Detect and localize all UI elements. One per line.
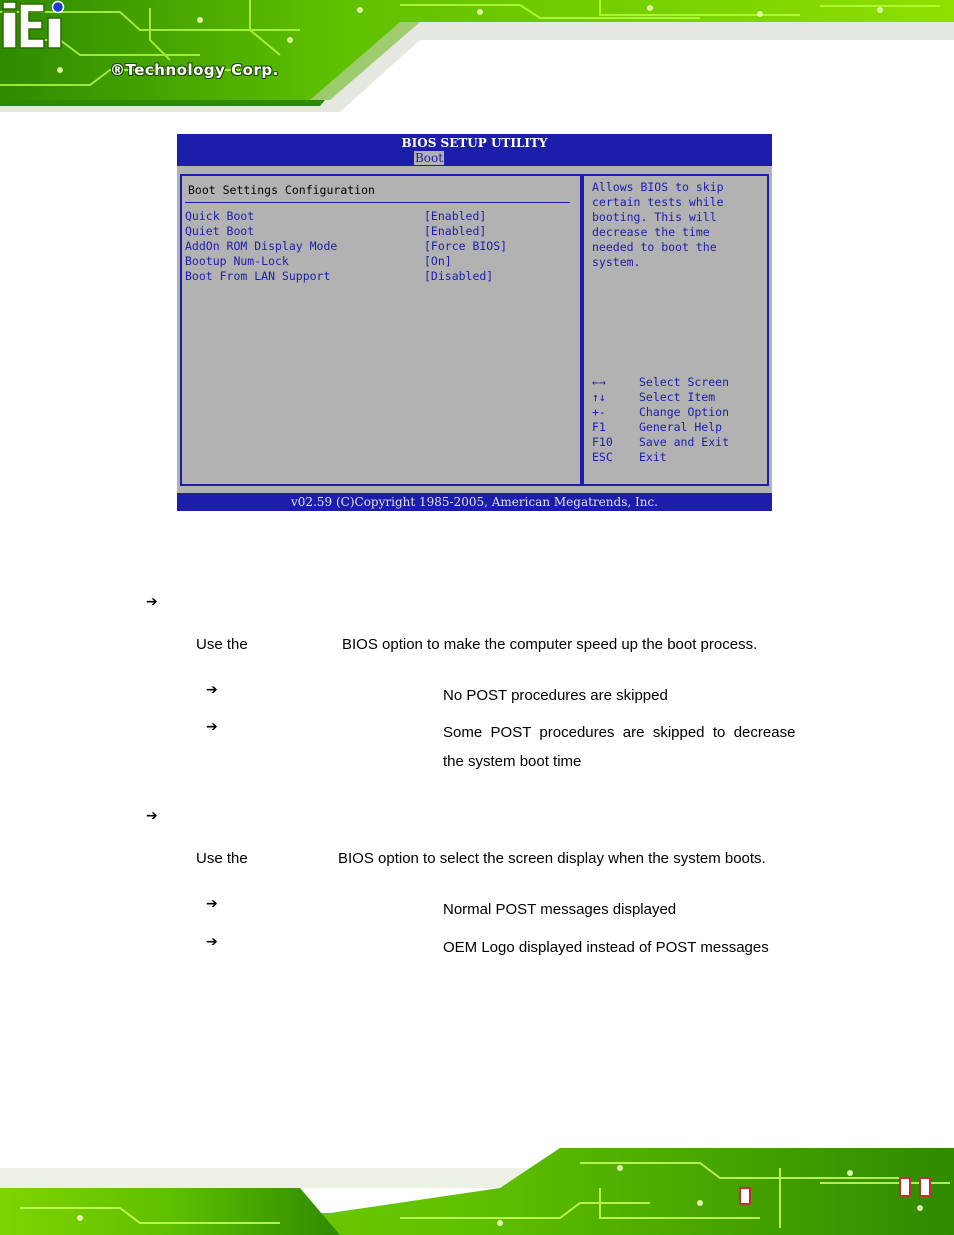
- bios-key-description: Exit: [639, 450, 667, 464]
- bios-option-value[interactable]: [Enabled]: [424, 209, 487, 223]
- bios-option-label: AddOn ROM Display Mode: [185, 239, 338, 253]
- bios-key-description: Select Item: [639, 390, 716, 404]
- circuit-board-header-graphic: [0, 0, 954, 112]
- paragraph-1-lead: Use the: [196, 636, 248, 653]
- bios-key: ←→: [592, 375, 606, 389]
- option-3-description: Normal POST messages displayed: [443, 901, 677, 918]
- paragraph-2-lead: Use the: [196, 850, 248, 867]
- bios-option-boot-from-lan-support[interactable]: [185, 269, 570, 284]
- page-footer-banner: [0, 1128, 954, 1235]
- bios-option-quiet-boot[interactable]: [185, 224, 570, 239]
- option-2-description-line-1: Some POST procedures are skipped to decrease: [443, 724, 796, 741]
- bios-option-label: Bootup Num-Lock: [185, 254, 289, 268]
- circuit-board-footer-graphic: [0, 1128, 954, 1235]
- bios-option-label: Quiet Boot: [185, 224, 255, 238]
- bios-divider: [185, 202, 570, 203]
- bios-key: ESC: [592, 450, 613, 464]
- bios-key-description: Save and Exit: [639, 435, 730, 449]
- option-4-description: OEM Logo displayed instead of POST messages: [443, 939, 769, 956]
- bios-section-title: Boot Settings Configuration: [188, 183, 375, 197]
- bios-option-value[interactable]: [Force BIOS]: [424, 239, 508, 253]
- company-name: ®Technology Corp.: [110, 61, 279, 79]
- option-2-description-line-2: the system boot time: [443, 753, 582, 770]
- bios-option-quick-boot[interactable]: [185, 209, 570, 224]
- paragraph-1-text: BIOS option to make the computer speed up the boot process.: [342, 636, 758, 653]
- bios-option-value[interactable]: [Enabled]: [424, 224, 487, 238]
- arrow-bullet-icon: ➔: [146, 594, 158, 610]
- bios-option-value[interactable]: [On]: [424, 254, 452, 268]
- bios-screenshot: [177, 134, 772, 511]
- bios-key-description: Select Screen: [639, 375, 730, 389]
- bios-key: ↑↓: [592, 390, 606, 404]
- page-header-banner: [0, 0, 954, 112]
- bios-option-addon-rom-display-mode[interactable]: [185, 239, 570, 254]
- arrow-bullet-icon: ➔: [206, 896, 218, 912]
- bios-help-text: Allows BIOS to skip certain tests while booting. This will decrease the time needed to boot the system.: [592, 180, 724, 269]
- bios-tab-boot[interactable]: Boot: [414, 151, 444, 165]
- bios-key-description: Change Option: [639, 405, 730, 419]
- bios-key: F1: [592, 420, 606, 434]
- bios-copyright-bar: v02.59 (C)Copyright 1985-2005, American Megatrends, Inc.: [177, 493, 772, 511]
- bios-option-label: Boot From LAN Support: [185, 269, 331, 283]
- paragraph-2-text: BIOS option to select the screen display when the system boots.: [338, 850, 766, 867]
- bios-key: F10: [592, 435, 613, 449]
- option-1-description: No POST procedures are skipped: [443, 687, 668, 704]
- arrow-bullet-icon: ➔: [146, 808, 158, 824]
- arrow-bullet-icon: ➔: [206, 719, 218, 735]
- arrow-bullet-icon: ➔: [206, 934, 218, 950]
- bios-option-bootup-num-lock[interactable]: [185, 254, 570, 269]
- iei-logo: [0, 0, 70, 50]
- arrow-bullet-icon: ➔: [206, 682, 218, 698]
- bios-key-description: General Help: [639, 420, 723, 434]
- bios-title: BIOS SETUP UTILITY: [401, 136, 548, 150]
- bios-option-label: Quick Boot: [185, 209, 255, 223]
- bios-key: +-: [592, 405, 606, 419]
- bios-option-value[interactable]: [Disabled]: [424, 269, 494, 283]
